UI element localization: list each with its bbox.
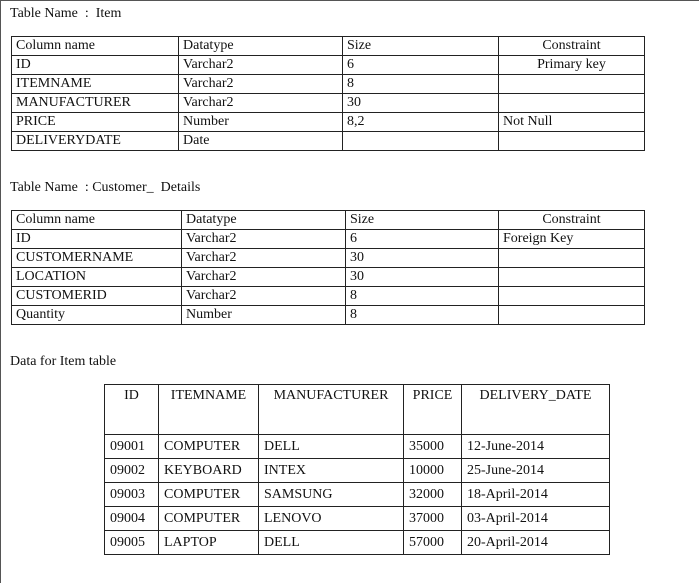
- cell: CUSTOMERNAME: [12, 249, 182, 268]
- cell: Number: [182, 306, 346, 325]
- cell: SAMSUNG: [259, 483, 404, 507]
- cell: [499, 75, 645, 94]
- cell: Foreign Key: [499, 230, 645, 249]
- table-row: [12, 75, 645, 94]
- cell: [499, 132, 645, 151]
- cell: [499, 306, 645, 325]
- cell: 30: [343, 94, 499, 113]
- header-constraint: Constraint: [499, 37, 645, 56]
- cell: [499, 268, 645, 287]
- cell: ID: [12, 230, 182, 249]
- cell: MANUFACTURER: [12, 94, 179, 113]
- cell: 8: [346, 287, 499, 306]
- cell: 8: [346, 306, 499, 325]
- cell: COMPUTER: [159, 435, 259, 459]
- item-table-title: Table Name : Item: [10, 6, 122, 21]
- data-table-title: Data for Item table: [10, 354, 117, 369]
- cell: 8,2: [343, 113, 499, 132]
- cell: [499, 94, 645, 113]
- cell: 30: [346, 268, 499, 287]
- table-row: [12, 56, 645, 75]
- table-header-row: [12, 211, 645, 230]
- cell: 03-April-2014: [462, 507, 610, 531]
- table-header-row: [105, 385, 610, 435]
- cell: 09003: [105, 483, 159, 507]
- cell: Primary key: [499, 56, 645, 75]
- cell: Quantity: [12, 306, 182, 325]
- header-price: PRICE: [404, 385, 462, 435]
- cell: KEYBOARD: [159, 459, 259, 483]
- cell: Varchar2: [179, 94, 343, 113]
- header-column-name: Column name: [12, 211, 182, 230]
- item-data-table: [104, 384, 610, 555]
- cell: COMPUTER: [159, 507, 259, 531]
- cell: 32000: [404, 483, 462, 507]
- cell: Varchar2: [182, 230, 346, 249]
- cell: COMPUTER: [159, 483, 259, 507]
- cell: CUSTOMERID: [12, 287, 182, 306]
- cell: 6: [346, 230, 499, 249]
- cell: 09005: [105, 531, 159, 555]
- cell: 18-April-2014: [462, 483, 610, 507]
- cell: DELL: [259, 531, 404, 555]
- item-schema-table: [11, 36, 645, 151]
- cell: 57000: [404, 531, 462, 555]
- cell: ITEMNAME: [12, 75, 179, 94]
- table-row: [12, 132, 645, 151]
- cell: ID: [12, 56, 179, 75]
- cell: PRICE: [12, 113, 179, 132]
- cell: [499, 249, 645, 268]
- cell: Varchar2: [179, 56, 343, 75]
- table-row: [105, 531, 610, 555]
- cell: DELL: [259, 435, 404, 459]
- cell: [499, 287, 645, 306]
- cell: Varchar2: [182, 268, 346, 287]
- cell: 30: [346, 249, 499, 268]
- cell: 09002: [105, 459, 159, 483]
- header-constraint: Constraint: [499, 211, 645, 230]
- table-row: [12, 268, 645, 287]
- table-row: [12, 230, 645, 249]
- header-size: Size: [346, 211, 499, 230]
- cell: Not Null: [499, 113, 645, 132]
- cell: LOCATION: [12, 268, 182, 287]
- customer-schema-table: [11, 210, 645, 325]
- cell: Varchar2: [179, 75, 343, 94]
- table-row: [105, 459, 610, 483]
- cell: 35000: [404, 435, 462, 459]
- header-id: ID: [105, 385, 159, 435]
- cell: INTEX: [259, 459, 404, 483]
- cell: 10000: [404, 459, 462, 483]
- cell: 37000: [404, 507, 462, 531]
- cell: [343, 132, 499, 151]
- table-row: [105, 483, 610, 507]
- header-datatype: Datatype: [182, 211, 346, 230]
- cell: DELIVERYDATE: [12, 132, 179, 151]
- cell: 25-June-2014: [462, 459, 610, 483]
- cell: LENOVO: [259, 507, 404, 531]
- cell: 8: [343, 75, 499, 94]
- cell: Varchar2: [182, 249, 346, 268]
- header-datatype: Datatype: [179, 37, 343, 56]
- table-header-row: [12, 37, 645, 56]
- table-row: [12, 113, 645, 132]
- header-delivery-date: DELIVERY_DATE: [462, 385, 610, 435]
- cell: 20-April-2014: [462, 531, 610, 555]
- header-itemname: ITEMNAME: [159, 385, 259, 435]
- table-row: [105, 435, 610, 459]
- cell: Date: [179, 132, 343, 151]
- cell: 12-June-2014: [462, 435, 610, 459]
- table-row: [12, 287, 645, 306]
- cell: Varchar2: [182, 287, 346, 306]
- table-row: [12, 249, 645, 268]
- customer-table-title: Table Name : Customer_ Details: [10, 180, 201, 195]
- cell: 09001: [105, 435, 159, 459]
- table-row: [105, 507, 610, 531]
- cell: Number: [179, 113, 343, 132]
- header-manufacturer: MANUFACTURER: [259, 385, 404, 435]
- cell: 09004: [105, 507, 159, 531]
- header-column-name: Column name: [12, 37, 179, 56]
- cell: 6: [343, 56, 499, 75]
- header-size: Size: [343, 37, 499, 56]
- cell: LAPTOP: [159, 531, 259, 555]
- table-row: [12, 306, 645, 325]
- table-row: [12, 94, 645, 113]
